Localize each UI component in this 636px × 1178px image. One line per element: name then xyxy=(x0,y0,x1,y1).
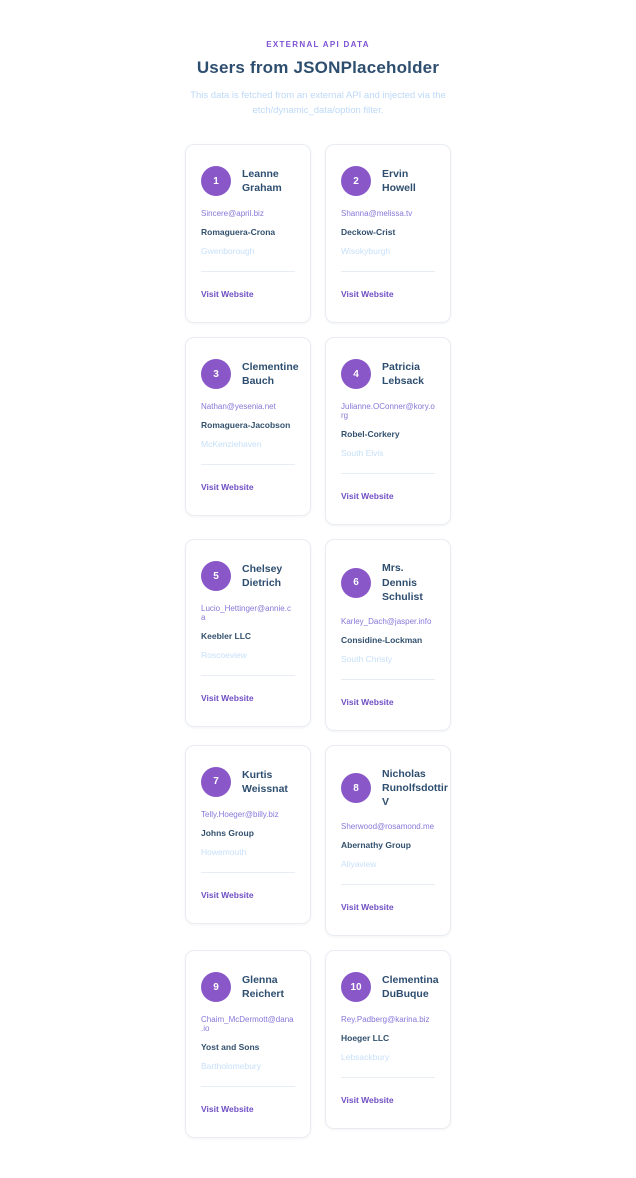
user-name: Glenna Reichert xyxy=(242,974,285,1001)
user-name: Chelsey Dietrich xyxy=(242,563,283,590)
user-company: Deckow-Crist xyxy=(341,227,396,238)
user-email: Shanna@melissa.tv xyxy=(341,209,413,219)
user-card xyxy=(325,539,451,731)
user-card-header xyxy=(201,972,295,1002)
user-number-badge: 5 xyxy=(201,561,231,591)
user-name: Nicholas Runolfsdottir V xyxy=(382,767,448,809)
user-email: Telly.Hoeger@billy.biz xyxy=(201,809,279,819)
user-card-header xyxy=(201,359,299,389)
user-city: South Elvis xyxy=(341,448,384,459)
user-city: Howemouth xyxy=(201,846,247,857)
user-city: Wisokyburgh xyxy=(341,246,391,257)
user-company: Hoeger LLC xyxy=(341,1033,390,1044)
user-email: Chaim_McDermott@dana.io xyxy=(201,1015,294,1034)
card-divider xyxy=(201,464,295,465)
visit-website-link[interactable]: Visit Website xyxy=(201,1104,254,1115)
user-number-badge: 6 xyxy=(341,568,371,598)
user-card xyxy=(325,745,451,937)
card-divider xyxy=(201,675,295,676)
user-card xyxy=(185,745,311,924)
user-email: Sincere@april.biz xyxy=(201,209,264,219)
page-title: Users from JSONPlaceholder xyxy=(196,58,440,77)
user-name: Leanne Graham xyxy=(242,168,282,195)
user-card xyxy=(185,539,311,727)
user-email: Karley_Dach@jasper.info xyxy=(341,616,432,626)
user-card-header xyxy=(201,767,295,797)
user-city: South Christy xyxy=(341,653,393,664)
user-company: Romaguera-Crona xyxy=(201,227,276,238)
visit-website-link[interactable]: Visit Website xyxy=(201,889,254,900)
user-number-badge: 7 xyxy=(201,767,231,797)
user-name: Clementina DuBuque xyxy=(382,974,439,1001)
card-divider xyxy=(341,473,435,474)
user-email: Lucio_Hettinger@annie.ca xyxy=(201,604,291,623)
card-divider xyxy=(341,884,435,885)
user-city: Lebsackbury xyxy=(341,1052,390,1063)
user-number-badge: 2 xyxy=(341,166,371,196)
user-email: Julianne.OConner@kory.org xyxy=(341,402,435,421)
user-city: Aliyaview xyxy=(341,859,377,870)
card-divider xyxy=(341,1077,435,1078)
user-company: Robel-Corkery xyxy=(341,429,400,440)
user-city: McKenziehaven xyxy=(201,439,262,450)
user-number-badge: 8 xyxy=(341,773,371,803)
user-card-header xyxy=(341,767,448,810)
page-subtitle: This data is fetched from an external API and injected via the etch/dynamic_data/option filter. xyxy=(190,90,446,117)
eyebrow-label: EXTERNAL API DATA xyxy=(266,40,370,49)
user-city: Roscoeview xyxy=(201,650,247,661)
user-card xyxy=(325,144,451,323)
user-company: Romaguera-Jacobson xyxy=(201,420,291,431)
user-email: Sherwood@rosamond.me xyxy=(341,822,435,832)
visit-website-link[interactable]: Visit Website xyxy=(341,491,394,502)
user-card-header xyxy=(341,166,435,196)
card-divider xyxy=(341,271,435,272)
user-city: Bartholomebury xyxy=(201,1061,262,1072)
visit-website-link[interactable]: Visit Website xyxy=(341,289,394,300)
user-name: Patricia Lebsack xyxy=(382,361,425,388)
user-card-header xyxy=(201,561,295,591)
user-company: Yost and Sons xyxy=(201,1042,260,1053)
user-company: Considine-Lockman xyxy=(341,634,423,645)
user-card xyxy=(185,950,311,1138)
user-card xyxy=(325,950,451,1129)
user-email: Rey.Padberg@karina.biz xyxy=(341,1015,430,1025)
visit-website-link[interactable]: Visit Website xyxy=(201,289,254,300)
visit-website-link[interactable]: Visit Website xyxy=(341,902,394,913)
visit-website-link[interactable]: Visit Website xyxy=(341,696,394,707)
user-number-badge: 4 xyxy=(341,359,371,389)
user-card-header xyxy=(341,359,435,389)
visit-website-link[interactable]: Visit Website xyxy=(201,482,254,493)
user-number-badge: 9 xyxy=(201,972,231,1002)
users-grid xyxy=(185,144,451,1138)
user-email: Nathan@yesenia.net xyxy=(201,402,276,412)
user-company: Keebler LLC xyxy=(201,631,252,642)
card-divider xyxy=(201,1086,295,1087)
user-name: Ervin Howell xyxy=(382,168,416,195)
user-city: Gwenborough xyxy=(201,246,255,257)
user-card-header xyxy=(201,166,295,196)
user-company: Johns Group xyxy=(201,827,254,838)
user-number-badge: 3 xyxy=(201,359,231,389)
user-card xyxy=(185,144,311,323)
card-divider xyxy=(341,679,435,680)
visit-website-link[interactable]: Visit Website xyxy=(201,693,254,704)
user-card xyxy=(325,337,451,525)
visit-website-link[interactable]: Visit Website xyxy=(341,1095,394,1106)
user-card-header xyxy=(341,561,435,604)
card-divider xyxy=(201,271,295,272)
user-number-badge: 10 xyxy=(341,972,371,1002)
user-card xyxy=(185,337,311,516)
user-card-header xyxy=(341,972,439,1002)
user-name: Kurtis Weissnat xyxy=(242,768,288,795)
user-company: Abernathy Group xyxy=(341,840,411,851)
card-divider xyxy=(201,872,295,873)
page-header xyxy=(0,40,636,118)
user-number-badge: 1 xyxy=(201,166,231,196)
user-name: Clementine Bauch xyxy=(242,361,299,388)
user-name: Mrs. Dennis Schulist xyxy=(382,562,423,603)
